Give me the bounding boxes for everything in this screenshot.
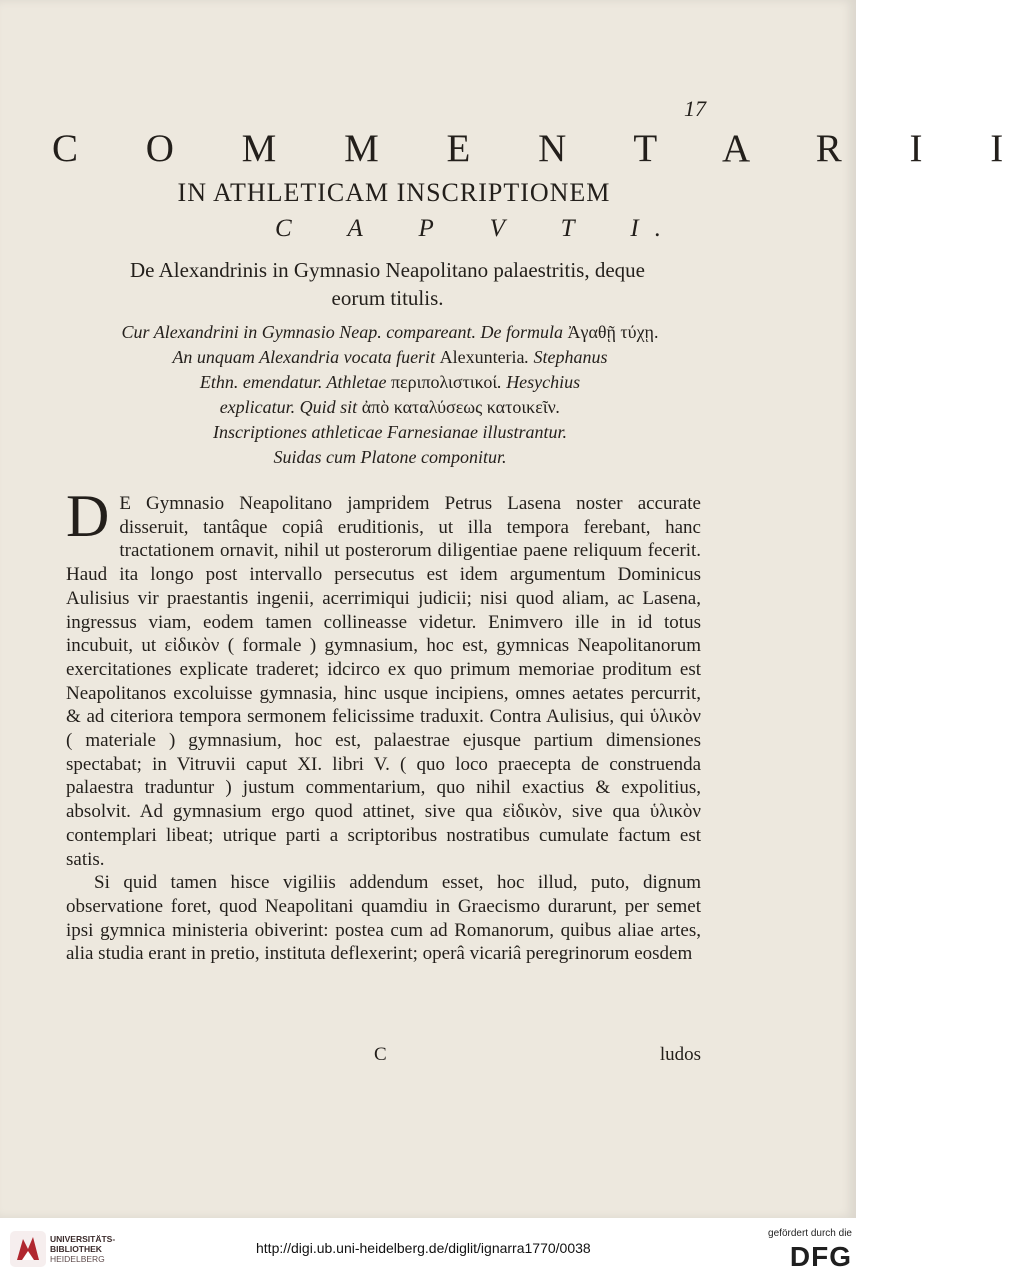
funding-credit xyxy=(752,1228,852,1274)
chapter-heading: C A P V T I. xyxy=(275,215,677,242)
summary-text: Ethn. emendatur. Athletae xyxy=(199,372,391,392)
dfg-logo: DFG xyxy=(789,1241,852,1272)
digitization-footer xyxy=(0,1218,862,1282)
summary-text: Cur Alexandrini in Gymnasio Neap. compareant. De formula xyxy=(121,322,568,342)
summary-line xyxy=(60,320,720,345)
permalink[interactable]: http://digi.ub.uni-heidelberg.de/diglit/ignarra1770/0038 xyxy=(256,1240,591,1256)
page-title: C O M M E N T A R I I xyxy=(52,127,1032,170)
heidelberg-lion-logo-icon xyxy=(10,1231,46,1267)
paragraph: Si quid tamen hisce vigiliis addendum esset, hoc illud, puto, dignum observatione foret, quod Neapolitani quamdiu in Graecismo durarunt, per semet ipsi gymnica ministeria obiverint: postea cum ad Romanorum, quibus aliae artes, alia studia erant in pretio, instituta deflexerint; operâ vicariâ peregrinorum eosdem xyxy=(66,872,701,965)
greek-phrase: ἀπὸ καταλύσεως κατοικεῖν xyxy=(361,397,556,417)
chapter-title-line: eorum titulis. xyxy=(331,286,444,310)
body-text xyxy=(66,483,701,966)
paragraph-text: E Gymnasio Neapolitano jampridem Petrus Lasena noster accurate disseruit, tantâque copiâ eruditionis, ut illa tempora ferebant, hanc tractationem ornavit, nihil ut posterorum diligentiae paene reliquum fecerit. Haud ita longo post intervallo persecutus est idem argumentum Dominicus Aulisius vir praestantis ingenii, acerrimiqui judicii; nisi quod aliam, ac Lasena, ingressus viam, eodem tamen collineasse videtur. Enimvero ille in id totus incubuit, ut εἰδικὸν ( formale ) gymnasium, hoc est, gymnicas Neapolitanorum exercitationes explicate traderet; idcirco ex quo primum memoriae proditum est Neapolitanos excoluisse gymnasia, hinc usque incipiens, omnes aetates percurrit, & ad citeriora tempora sermonem felicissime traduxit. Contra Aulisius, qui ὑλικὸν ( materiale ) gymnasium, hoc est, palaestrae ejusque partium dimensiones spectabat; in Vitruvii caput XI. libri V. ( quo loco praecepta de construenda palaestra traduntur ) justum commentarium, quo nihil exactius & expolitius, absolvit. Ad gymnasium ergo quod attinet, sive qua εἰδικὸν, sive qua ὑλικὸν contemplari libeat; utrique parti a scriptoribus nostratibus cumulate factum est satis. xyxy=(66,493,701,870)
summary-line: Inscriptiones athleticae Farnesianae illustrantur. xyxy=(213,422,567,442)
greek-phrase: Ἀγαθῇ τύχῃ. xyxy=(567,322,659,342)
page-catchwords xyxy=(66,1044,701,1068)
summary-line xyxy=(60,370,720,395)
summary-upright-word: Alexunteria xyxy=(439,347,525,367)
page-subtitle: IN ATHLETICAM INSCRIPTIONEM xyxy=(177,178,611,207)
page-number: 17 xyxy=(684,96,706,121)
summary-line xyxy=(60,345,720,370)
library-name-line: UNIVERSITÄTS- xyxy=(50,1234,116,1244)
chapter-title xyxy=(75,256,700,312)
summary-text: . Hesychius xyxy=(497,372,581,392)
library-name-line: BIBLIOTHEK xyxy=(50,1244,102,1254)
summary-text: . xyxy=(555,397,561,417)
signature-mark: C xyxy=(374,1044,387,1065)
summary-line: Suidas cum Platone componitur. xyxy=(273,447,507,467)
summary-text: explicatur. Quid sit xyxy=(219,397,362,417)
catchword: ludos xyxy=(659,1044,701,1065)
funding-text: gefördert durch die xyxy=(768,1228,852,1239)
chapter-title-line: De Alexandrinis in Gymnasio Neapolitano palaestritis, deque xyxy=(130,258,645,282)
library-name-line: HEIDELBERG xyxy=(50,1254,105,1264)
library-name xyxy=(50,1234,115,1264)
greek-phrase: περιπολιστικοί xyxy=(390,372,498,392)
summary-text: . Stephanus xyxy=(524,347,608,367)
summary-line xyxy=(60,395,720,420)
chapter-summary xyxy=(60,320,720,470)
drop-cap: D xyxy=(66,483,110,549)
paragraph xyxy=(66,483,701,871)
summary-text: An unquam Alexandria vocata fuerit xyxy=(172,347,440,367)
